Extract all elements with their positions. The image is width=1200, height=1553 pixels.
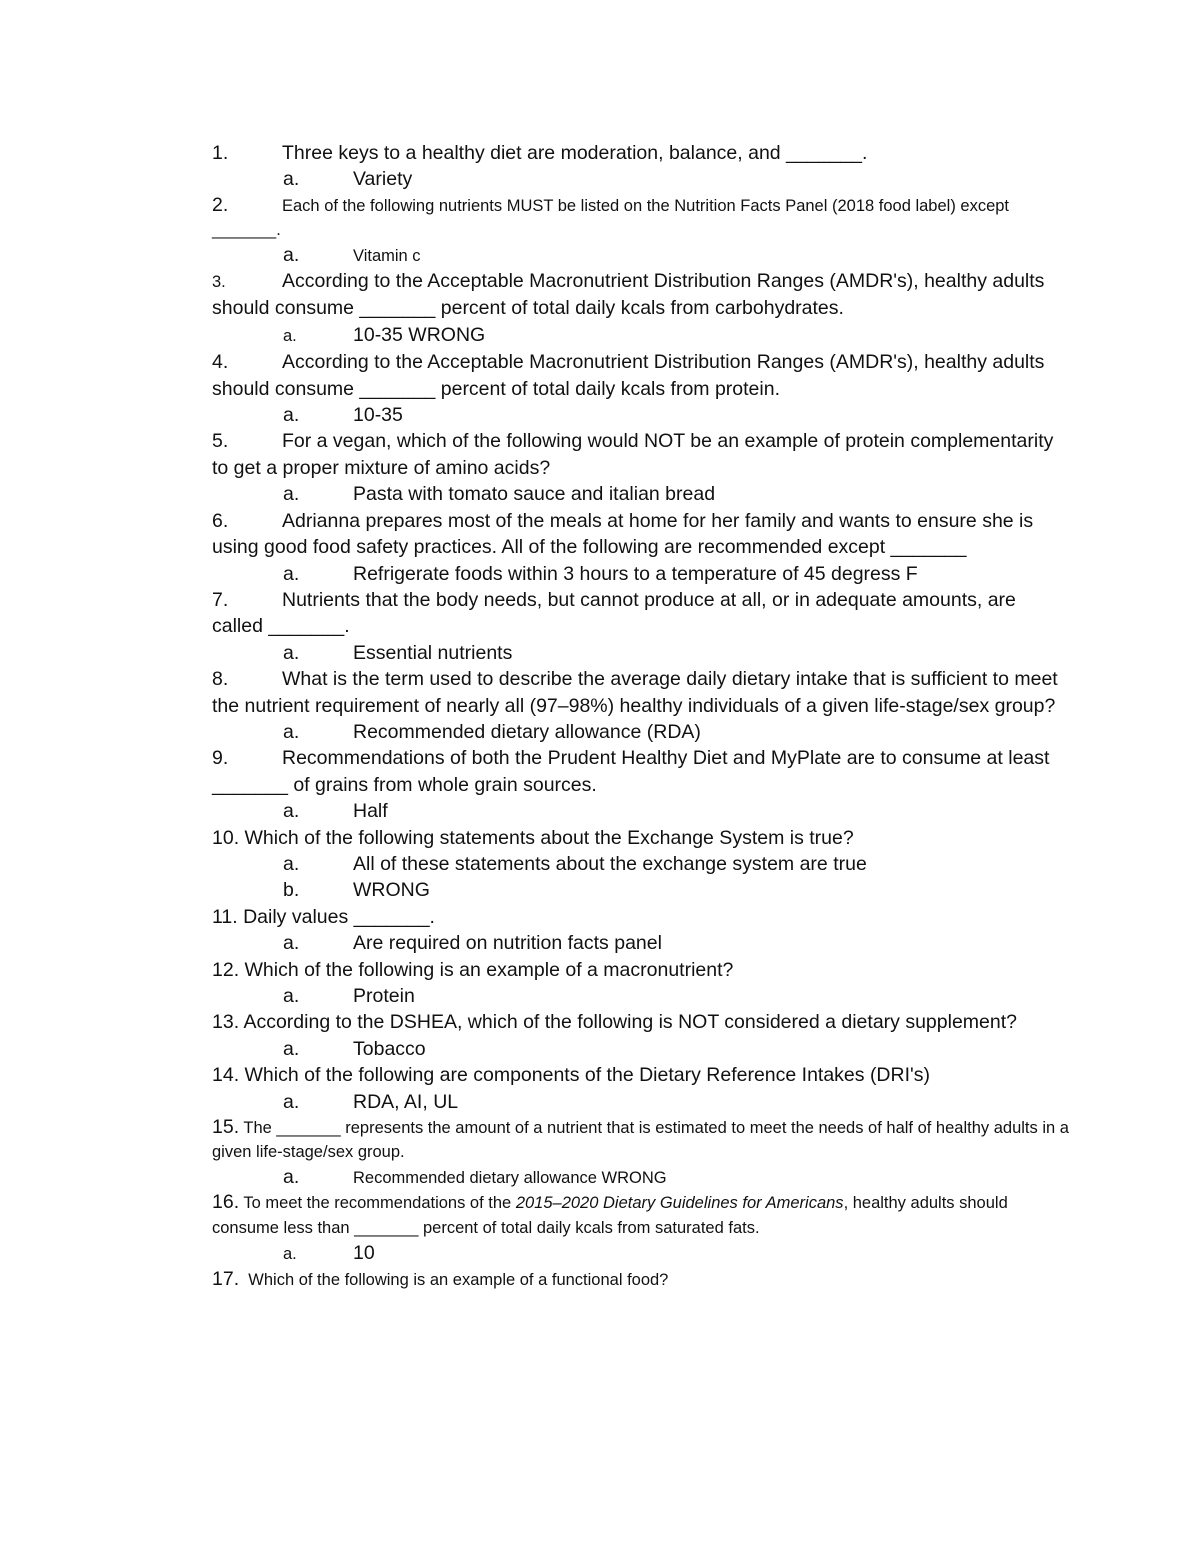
answer-text: WRONG — [353, 879, 430, 902]
question-text: According to the Acceptable Macronutrient Distribution Ranges (AMDR's), healthy adults should consume _______ percent of total daily kcals from carbohydrates. — [212, 270, 1045, 320]
question-text-cont: , healthy adults should consume less than _______ percent of total daily kcals from saturated fats. — [212, 1194, 1008, 1237]
question-text: Daily values _______. — [243, 905, 435, 928]
question-5 — [212, 428, 1072, 481]
question-17 — [212, 1267, 1072, 1292]
answer-text: 10-35 WRONG — [353, 323, 486, 346]
question-number: 11. — [212, 905, 238, 928]
question-text: Which of the following is an example of a functional food? — [248, 1271, 669, 1290]
answer-text: Essential nutrients — [353, 641, 513, 664]
question-text: Recommendations of both the Prudent Healthy Diet and MyPlate are to consume at least _______ of grains from whole grain sources. — [212, 747, 1050, 796]
question-14 — [212, 1062, 1072, 1088]
answer-text: Recommended dietary allowance WRONG — [353, 1168, 667, 1187]
answer-13a — [212, 1036, 1072, 1062]
answer-10b — [212, 877, 1072, 903]
answer-9a — [212, 798, 1072, 824]
answer-letter: a. — [283, 243, 300, 266]
answer-text: Protein — [353, 985, 415, 1007]
question-7 — [212, 587, 1072, 640]
question-text: According to the DSHEA, which of the following is NOT considered a dietary supplement? — [243, 1011, 1017, 1034]
question-text: The _______ represents the amount of a nutrient that is estimated to meet the needs of half of healthy adults in a given life-stage/sex group. — [212, 1119, 1069, 1162]
question-text: Nutrients that the body needs, but cannot produce at all, or in adequate amounts, are called _______. — [212, 588, 1016, 638]
answer-3a — [212, 322, 1072, 349]
question-text: To meet the recommendations of the — [243, 1194, 512, 1213]
question-1 — [212, 140, 1072, 166]
answer-text: Are required on nutrition facts panel — [353, 932, 662, 955]
answer-letter: a. — [283, 562, 300, 585]
question-number: 14. — [212, 1064, 240, 1087]
answer-letter: a. — [283, 1165, 300, 1188]
question-number: 15. — [212, 1116, 240, 1139]
question-10 — [212, 825, 1072, 851]
answer-text: RDA, AI, UL — [353, 1090, 459, 1113]
question-number: 6. — [212, 509, 229, 532]
answer-letter: a. — [283, 326, 297, 345]
answer-letter: a. — [283, 483, 300, 506]
answer-letter: a. — [283, 985, 300, 1007]
answer-7a — [212, 640, 1072, 666]
question-number: 17. — [212, 1268, 240, 1291]
answer-text: Vitamin c — [353, 246, 421, 265]
question-number: 5. — [212, 430, 229, 453]
question-8 — [212, 666, 1072, 719]
question-number: 10. — [212, 826, 240, 849]
answer-text: 10 — [353, 1242, 375, 1265]
answer-letter: a. — [283, 641, 300, 664]
question-text: Each of the following nutrients MUST be listed on the Nutrition Facts Panel (2018 food label) except _______. — [212, 196, 1010, 240]
answer-text: Half — [353, 800, 388, 823]
answer-6a — [212, 561, 1072, 587]
question-number: 1. — [212, 142, 229, 164]
question-number: 2. — [212, 193, 229, 216]
answer-text: Pasta with tomato sauce and italian bread — [353, 483, 716, 506]
answer-14a — [212, 1089, 1072, 1115]
question-6 — [212, 508, 1072, 561]
answer-10a — [212, 851, 1072, 877]
answer-letter: a. — [283, 168, 300, 191]
answer-letter: a. — [283, 720, 300, 743]
answer-text: 10-35 — [353, 404, 403, 427]
question-15 — [212, 1115, 1072, 1165]
question-text: Which of the following statements about the Exchange System is true? — [244, 826, 854, 849]
answer-15a — [212, 1165, 1072, 1190]
answer-5a — [212, 481, 1072, 507]
answer-letter: a. — [283, 1245, 297, 1264]
question-text: Which of the following is an example of a macronutrient? — [244, 958, 734, 981]
question-text: For a vegan, which of the following would NOT be an example of protein complementarity to get a proper mixture of amino acids? — [212, 430, 1054, 479]
answer-text: Refrigerate foods within 3 hours to a temperature of 45 degress F — [353, 562, 918, 585]
question-2 — [212, 193, 1072, 243]
answer-text: Recommended dietary allowance (RDA) — [353, 720, 701, 743]
answer-letter: a. — [283, 932, 300, 955]
answer-1a — [212, 166, 1072, 192]
answer-text: Tobacco — [353, 1037, 426, 1060]
guidelines-title: 2015–2020 Dietary Guidelines for Americans — [515, 1194, 844, 1213]
question-text: Three keys to a healthy diet are moderation, balance, and _______. — [282, 142, 868, 164]
answer-16a — [212, 1240, 1072, 1267]
question-number: 13. — [212, 1011, 240, 1034]
question-number: 12. — [212, 958, 240, 981]
answer-letter: a. — [283, 1037, 300, 1060]
question-text: What is the term used to describe the average daily dietary intake that is sufficient to meet the nutrient requirement of nearly all (97–98%) healthy individuals of a given life-stage/sex group? — [212, 668, 1058, 717]
question-12 — [212, 957, 1072, 983]
answer-8a — [212, 719, 1072, 745]
quiz-document — [212, 140, 1072, 1293]
question-number: 3. — [212, 273, 226, 292]
answer-text: Variety — [353, 168, 413, 191]
question-text: Which of the following are components of the Dietary Reference Intakes (DRI's) — [244, 1064, 930, 1087]
answer-letter: a. — [283, 1090, 300, 1113]
question-4 — [212, 349, 1072, 402]
question-text: According to the Acceptable Macronutrient Distribution Ranges (AMDR's), healthy adults should consume _______ percent of total daily kcals from protein. — [212, 351, 1045, 400]
question-11 — [212, 904, 1072, 930]
answer-12a — [212, 983, 1072, 1009]
answer-letter: b. — [283, 879, 300, 902]
answer-11a — [212, 930, 1072, 956]
question-number: 9. — [212, 747, 229, 770]
answer-4a — [212, 402, 1072, 428]
question-13 — [212, 1009, 1072, 1035]
answer-2a — [212, 243, 1072, 268]
answer-letter: a. — [283, 800, 300, 823]
question-number: 8. — [212, 668, 229, 691]
question-16 — [212, 1190, 1072, 1240]
question-9 — [212, 745, 1072, 798]
question-number: 7. — [212, 588, 229, 611]
answer-letter: a. — [283, 404, 300, 427]
question-text: Adrianna prepares most of the meals at home for her family and wants to ensure she is using good food safety practices. All of the following are recommended except _______ — [212, 509, 1034, 559]
question-number: 4. — [212, 351, 229, 374]
answer-letter: a. — [283, 852, 300, 875]
answer-text: All of these statements about the exchange system are true — [353, 852, 867, 875]
question-3 — [212, 268, 1072, 322]
question-number: 16. — [212, 1191, 240, 1214]
